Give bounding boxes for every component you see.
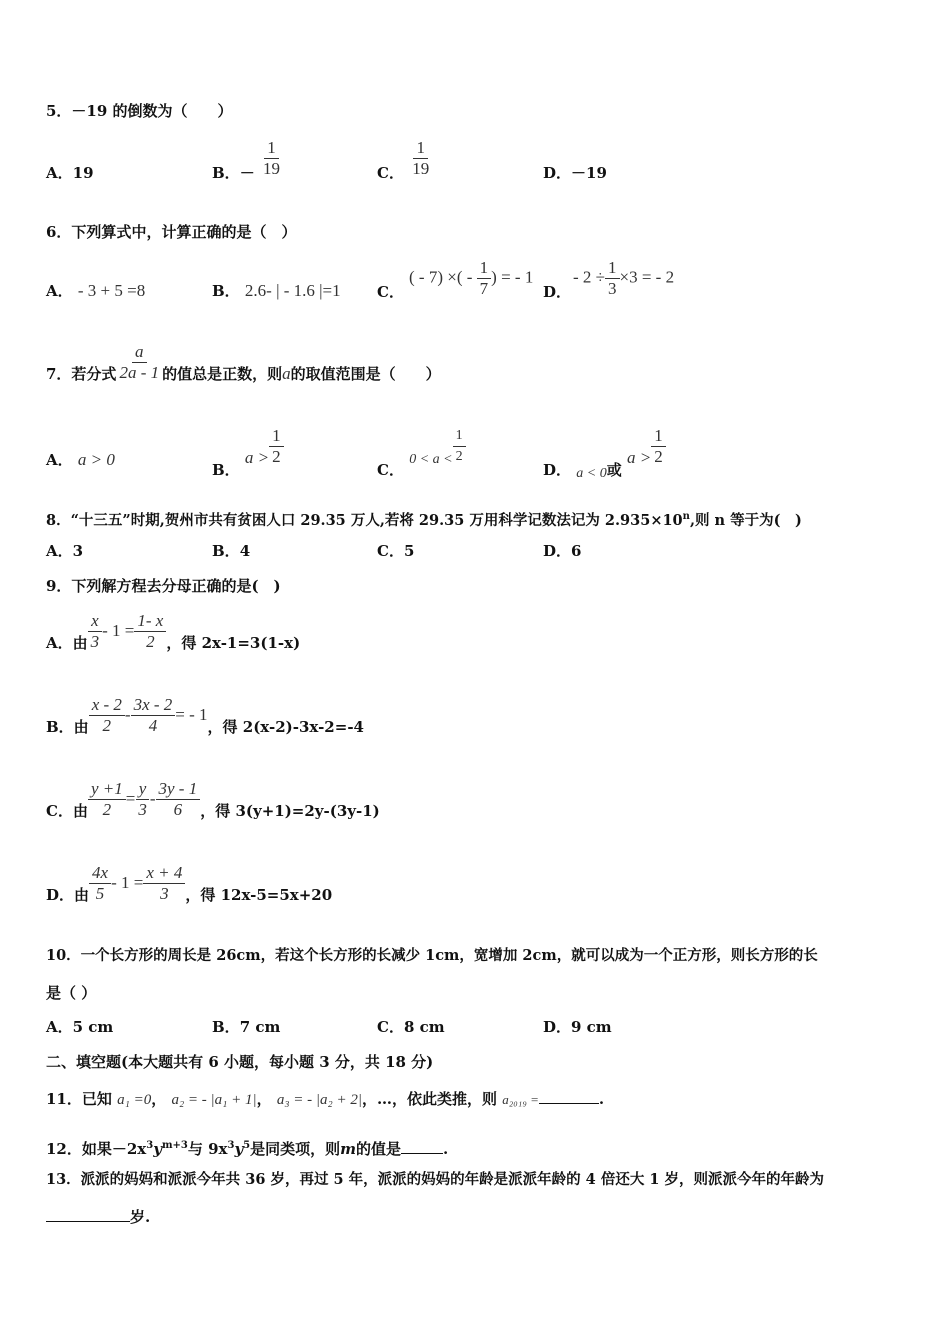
q8-option-a: A．3	[46, 542, 84, 560]
q6-option-b: B． 2.6- | - 1.6 |=1	[212, 281, 341, 300]
q12: 12．如果$-2x^3y^{m+3}$与 $9x^3y^5$是同类项，则m的值是 .	[46, 1140, 449, 1158]
section-title: 二、填空题(本大题共有 6 小题，每小题 3 分，共 18 分)	[46, 1053, 434, 1071]
q9-option-a: A．由 $\frac{x}{3}$ - 1 = $\frac{1- x}{2}$ ，得 2x-1=3(1-x)	[46, 611, 301, 652]
q8-stem: 8．“十三五”时期,贺州市共有贫困人口 29.35 万人,若将 29.35 万用科学记数法记为 $2.935\times 10^n$,则 n 等于为( )	[46, 511, 802, 529]
q5-option-d: D．－19	[543, 164, 607, 182]
q8-option-d: D．6	[543, 542, 582, 560]
q10-option-c: C．8 cm	[377, 1018, 445, 1036]
q6-option-a: A． - 3 + 5 =8	[46, 281, 146, 300]
q9-option-b: B．由 $\frac{x - 2}{2}$ - $\frac{3x - 2}{4}$ = - 1，得 2(x-2)-3x-2=-4	[46, 695, 364, 736]
q10-option-a: A．5 cm	[46, 1018, 114, 1036]
q5-option-c: C． $\frac{1}{19}$	[377, 138, 430, 182]
q13-line2: 岁.	[46, 1207, 150, 1227]
q6-option-c: C． ( - 7) ×( - $\frac{1}{7}$ ) = - 1	[377, 258, 534, 301]
q8-option-b: B．4	[212, 542, 251, 560]
q11: 11．已知 a₁ =0， a₂ = - |a₁ + 1|， a₃ = - |a₂ + 2|，…，依此类推，则 a₂₀₁₉ = .	[46, 1090, 605, 1108]
q10-option-b: B．7 cm	[212, 1018, 281, 1036]
q10-stem-line2: 是（ ）	[46, 984, 97, 1002]
q9-option-d: D．由 $\frac{4x}{5}$ - 1 = $\frac{x + 4}{3}$ ，得 12x-5=5x+20	[46, 863, 333, 904]
q8-option-c: C．5	[377, 542, 415, 560]
q13-line1: 13．派派的妈妈和派派今年共 36 岁，再过 5 年，派派的妈妈的年龄是派派年龄的 4 倍还大 1 岁，则派派今年的年龄为	[46, 1171, 825, 1188]
q6-stem: 6．下列算式中，计算正确的是（ ）	[46, 223, 297, 241]
q10-stem-line1: 10．一个长方形的周长是 26cm，若这个长方形的长减少 1cm，宽增加 2cm，就可以成为一个正方形，则长方形的长	[46, 947, 818, 964]
q7-stem: 7．若分式 $\frac{a}{2a - 1}$ 的值总是正数，则a的取值范围是（ ）	[46, 342, 441, 383]
q10-option-d: D．9 cm	[543, 1018, 612, 1036]
q9-option-c: C．由 $\frac{y +1}{2}$ = $\frac{y}{3}$ - $\frac{3y - 1}{6}$ ，得 3(y+1)=2y-(3y-1)	[46, 779, 380, 820]
q5-stem: 5．－19 的倒数为（ ）	[46, 102, 233, 120]
q7-option-a: A． a > 0	[46, 450, 115, 469]
q7-option-b: B． a > $\frac{1}{2}$	[212, 426, 284, 467]
q5-option-b: B．－ $\frac{1}{19}$	[212, 138, 280, 182]
q9-stem: 9．下列解方程去分母正确的是( )	[46, 577, 281, 595]
q7-option-d: D． a < 0或 a > $\frac{1}{2}$	[543, 426, 666, 467]
q6-option-d: D． - 2 ÷ $\frac{1}{3}$ ×3 = - 2	[543, 258, 675, 301]
q5-option-a: A．19	[46, 164, 94, 182]
q7-option-c: C． 0 < a < $\frac{1}{2}$	[377, 426, 466, 467]
